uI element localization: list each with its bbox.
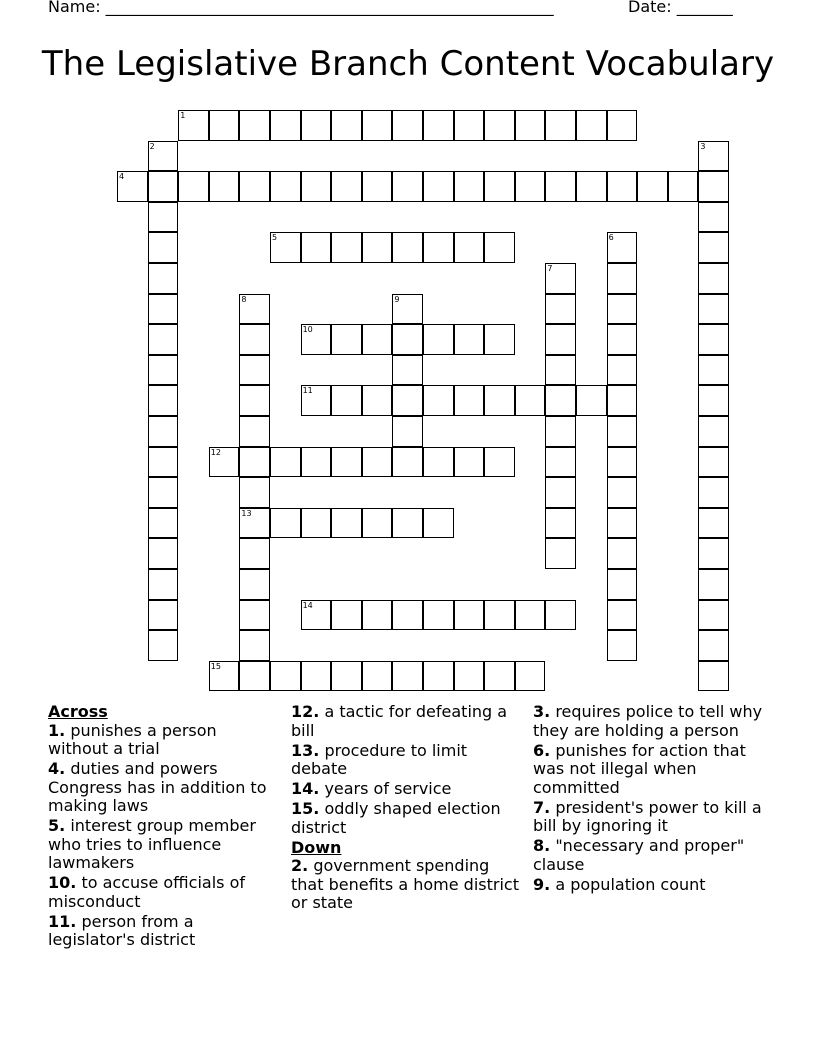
crossword-cell[interactable] [362,324,393,355]
crossword-cell[interactable] [392,294,423,325]
crossword-cell[interactable] [148,141,179,172]
clue-number: 8 [241,294,247,304]
crossword-cell[interactable] [270,110,301,141]
name-field-label[interactable]: Name: ________________________________________________________ [48,0,554,16]
crossword-cell[interactable] [301,600,332,631]
clue-number: 4 [119,172,125,182]
clue-number: 5 [272,233,278,243]
crossword-cell[interactable] [178,110,209,141]
crossword-cell[interactable] [239,447,270,478]
clue-across-13: 13. procedure to limit debate [291,740,468,778]
crossword-cell[interactable] [637,171,668,202]
crossword-cell[interactable] [301,385,332,416]
clue-across-11: 11. person from a legislator's district [48,911,196,949]
crossword-cell[interactable] [331,447,362,478]
crossword-cell[interactable] [270,447,301,478]
clue-number: 2 [149,141,155,151]
clue-down-9: 9. a population count [533,874,706,894]
crossword-cell[interactable] [362,508,393,539]
crossword-cell[interactable] [148,569,179,600]
crossword-cell[interactable] [239,324,270,355]
crossword-cell[interactable] [239,569,270,600]
crossword-cell[interactable] [545,294,576,325]
crossword-cell[interactable] [301,661,332,692]
crossword-cell[interactable] [423,661,454,692]
down-heading: Down [291,837,342,857]
crossword-cell[interactable] [454,324,485,355]
crossword-cell[interactable] [576,385,607,416]
crossword-cell[interactable] [423,232,454,263]
clue-across-15: 15. oddly shaped election district [291,799,501,837]
clue-number: 12 [210,447,221,457]
crossword-cell[interactable] [576,171,607,202]
crossword-cell[interactable] [484,171,515,202]
crossword-cell[interactable] [239,630,270,661]
clue-number: 6 [608,233,614,243]
crossword-cell[interactable] [148,232,179,263]
crossword-cell[interactable] [484,110,515,141]
crossword-cell[interactable] [392,447,423,478]
clue-down-2: 2. government spending that benefits a home district or state [291,856,519,912]
crossword-cell[interactable] [545,508,576,539]
crossword-cell[interactable] [148,171,179,202]
crossword-cell[interactable] [545,538,576,569]
crossword-cell[interactable] [239,600,270,631]
crossword-cell[interactable] [392,324,423,355]
crossword-cell[interactable] [270,661,301,692]
crossword-cell[interactable] [668,171,699,202]
crossword-cell[interactable] [331,324,362,355]
crossword-cell[interactable] [698,661,729,692]
crossword-cell[interactable] [331,110,362,141]
crossword-cell[interactable] [148,324,179,355]
crossword-cell[interactable] [239,416,270,447]
clue-across-12: 12. a tactic for defeating a bill [291,702,508,740]
crossword-cell[interactable] [576,110,607,141]
crossword-cell[interactable] [698,416,729,447]
crossword-cell[interactable] [209,447,240,478]
crossword-cell[interactable] [392,232,423,263]
crossword-cell[interactable] [362,110,393,141]
crossword-cell[interactable] [484,661,515,692]
crossword-cell[interactable] [545,263,576,294]
clue-number: 10 [302,325,313,335]
crossword-cell[interactable] [484,447,515,478]
crossword-cell[interactable] [239,355,270,386]
crossword-cell[interactable] [270,232,301,263]
crossword-cell[interactable] [698,508,729,539]
crossword-cell[interactable] [607,263,638,294]
crossword-cell[interactable] [148,508,179,539]
crossword-cell[interactable] [239,385,270,416]
crossword-cell[interactable] [423,508,454,539]
clue-number: 7 [547,264,553,273]
crossword-cell[interactable] [698,538,729,569]
crossword-cell[interactable] [545,447,576,478]
crossword-cell[interactable] [423,110,454,141]
crossword-cell[interactable] [607,110,638,141]
crossword-cell[interactable] [698,294,729,325]
crossword-cell[interactable] [148,294,179,325]
crossword-cell[interactable] [545,324,576,355]
crossword-cell[interactable] [392,416,423,447]
crossword-cell[interactable] [209,661,240,692]
crossword-cell[interactable] [607,508,638,539]
crossword-cell[interactable] [515,600,546,631]
page-title: The Legislative Branch Content Vocabulary [41,44,775,84]
crossword-cell[interactable] [454,600,485,631]
clue-number: 14 [302,600,313,610]
clue-down-6: 6. punishes for action that was not illegal when committed [533,740,746,797]
crossword-cell[interactable] [545,477,576,508]
crossword-cell[interactable] [545,416,576,447]
crossword-cell[interactable] [545,110,576,141]
crossword-cell[interactable] [362,171,393,202]
crossword-cell[interactable] [484,232,515,263]
crossword-cell[interactable] [239,508,270,539]
crossword-cell[interactable] [392,110,423,141]
crossword-cell[interactable] [148,385,179,416]
crossword-cell[interactable] [698,600,729,631]
crossword-cell[interactable] [698,232,729,263]
crossword-cell[interactable] [515,385,546,416]
crossword-cell[interactable] [148,538,179,569]
crossword-cell[interactable] [331,171,362,202]
crossword-cell[interactable] [331,508,362,539]
clue-number: 15 [210,661,221,671]
crossword-cell[interactable] [148,447,179,478]
crossword-cell[interactable] [301,232,332,263]
crossword-cell[interactable] [178,171,209,202]
crossword-cell[interactable] [698,171,729,202]
crossword-cell[interactable] [515,110,546,141]
clue-across-1: 1. punishes a person without a trial [48,720,217,758]
clue-number: 1 [180,111,186,120]
crossword-cell[interactable] [607,324,638,355]
crossword-cell[interactable] [454,385,485,416]
crossword-cell[interactable] [117,171,148,202]
clue-number: 13 [241,508,252,518]
crossword-cell[interactable] [301,171,332,202]
crossword-cell[interactable] [545,385,576,416]
crossword-cell[interactable] [392,508,423,539]
crossword-cell[interactable] [362,447,393,478]
crossword-cell[interactable] [545,171,576,202]
crossword-cell[interactable] [423,385,454,416]
date-field-label[interactable]: Date: _______ [628,0,733,16]
crossword-cell[interactable] [148,416,179,447]
crossword-cell[interactable] [392,661,423,692]
crossword-cell[interactable] [362,600,393,631]
crossword-cell[interactable] [698,355,729,386]
crossword-cell[interactable] [270,508,301,539]
crossword-cell[interactable] [423,171,454,202]
crossword-cell[interactable] [301,110,332,141]
crossword-cell[interactable] [607,600,638,631]
clue-down-7: 7. president's power to kill a bill by ignoring it [533,797,762,835]
crossword-cell[interactable] [148,477,179,508]
crossword-cell[interactable] [607,477,638,508]
across-heading: Across [48,702,108,721]
crossword-cell[interactable] [148,202,179,233]
clue-down-8: 8. "necessary and proper" clause [533,836,745,874]
crossword-cell[interactable] [545,600,576,631]
crossword-cell[interactable] [392,600,423,631]
crossword-cell[interactable] [392,355,423,386]
crossword-cell[interactable] [515,661,546,692]
crossword-cell[interactable] [607,294,638,325]
crossword-cell[interactable] [423,324,454,355]
crossword-cell[interactable] [362,385,393,416]
crossword-cell[interactable] [239,110,270,141]
clues-column-3 [533,703,765,896]
clue-number: 9 [394,294,400,304]
crossword-cell[interactable] [392,385,423,416]
crossword-cell[interactable] [545,355,576,386]
crossword-cell[interactable] [362,661,393,692]
crossword-cell[interactable] [698,202,729,233]
crossword-cell[interactable] [239,171,270,202]
crossword-cell[interactable] [423,447,454,478]
crossword-cell[interactable] [454,110,485,141]
crossword-cell[interactable] [698,447,729,478]
crossword-cell[interactable] [607,630,638,661]
crossword-cell[interactable] [239,294,270,325]
crossword-cell[interactable] [698,385,729,416]
crossword-cell[interactable] [607,416,638,447]
crossword-cell[interactable] [209,171,240,202]
clue-across-5: 5. interest group member who tries to influence lawmakers [48,816,256,872]
crossword-cell[interactable] [454,661,485,692]
crossword-cell[interactable] [423,600,454,631]
crossword-cell[interactable] [148,630,179,661]
clue-number: 3 [700,141,706,151]
clue-across-4: 4. duties and powers Congress has in addition to making laws [48,759,267,815]
crossword-cell[interactable] [239,538,270,569]
crossword-cell[interactable] [698,477,729,508]
crossword-cell[interactable] [698,141,729,172]
crossword-cell[interactable] [148,600,179,631]
clue-across-14: 14. years of service [291,779,452,798]
crossword-cell[interactable] [698,569,729,600]
crossword-cell[interactable] [362,232,393,263]
clue-down-3: 3. requires police to tell why they are holding a person [533,702,763,740]
crossword-cell[interactable] [607,355,638,386]
crossword-cell[interactable] [239,661,270,692]
crossword-cell[interactable] [239,477,270,508]
clue-across-10: 10. to accuse officials of misconduct [48,873,245,911]
crossword-cell[interactable] [148,263,179,294]
crossword-cell[interactable] [148,355,179,386]
crossword-cell[interactable] [607,171,638,202]
clue-number: 11 [302,386,313,396]
crossword-cell[interactable] [607,447,638,478]
crossword-cell[interactable] [392,171,423,202]
crossword-cell[interactable] [454,171,485,202]
crossword-cell[interactable] [607,232,638,263]
crossword-cell[interactable] [698,263,729,294]
crossword-cell[interactable] [331,661,362,692]
crossword-cell[interactable] [331,232,362,263]
crossword-cell[interactable] [454,232,485,263]
crossword-cell[interactable] [454,447,485,478]
clues-column-1 [48,703,280,951]
crossword-cell[interactable] [301,447,332,478]
crossword-cell[interactable] [209,110,240,141]
crossword-cell[interactable] [484,385,515,416]
crossword-cell[interactable] [607,538,638,569]
crossword-cell[interactable] [331,600,362,631]
crossword-cell[interactable] [331,385,362,416]
crossword-cell[interactable] [484,324,515,355]
crossword-cell[interactable] [698,324,729,355]
crossword-cell[interactable] [301,508,332,539]
crossword-cell[interactable] [484,600,515,631]
crossword-cell[interactable] [607,569,638,600]
crossword-cell[interactable] [270,171,301,202]
crossword-cell[interactable] [515,171,546,202]
crossword-cell[interactable] [301,324,332,355]
crossword-cell[interactable] [698,630,729,661]
crossword-cell[interactable] [607,385,638,416]
clues-column-2 [291,703,523,914]
